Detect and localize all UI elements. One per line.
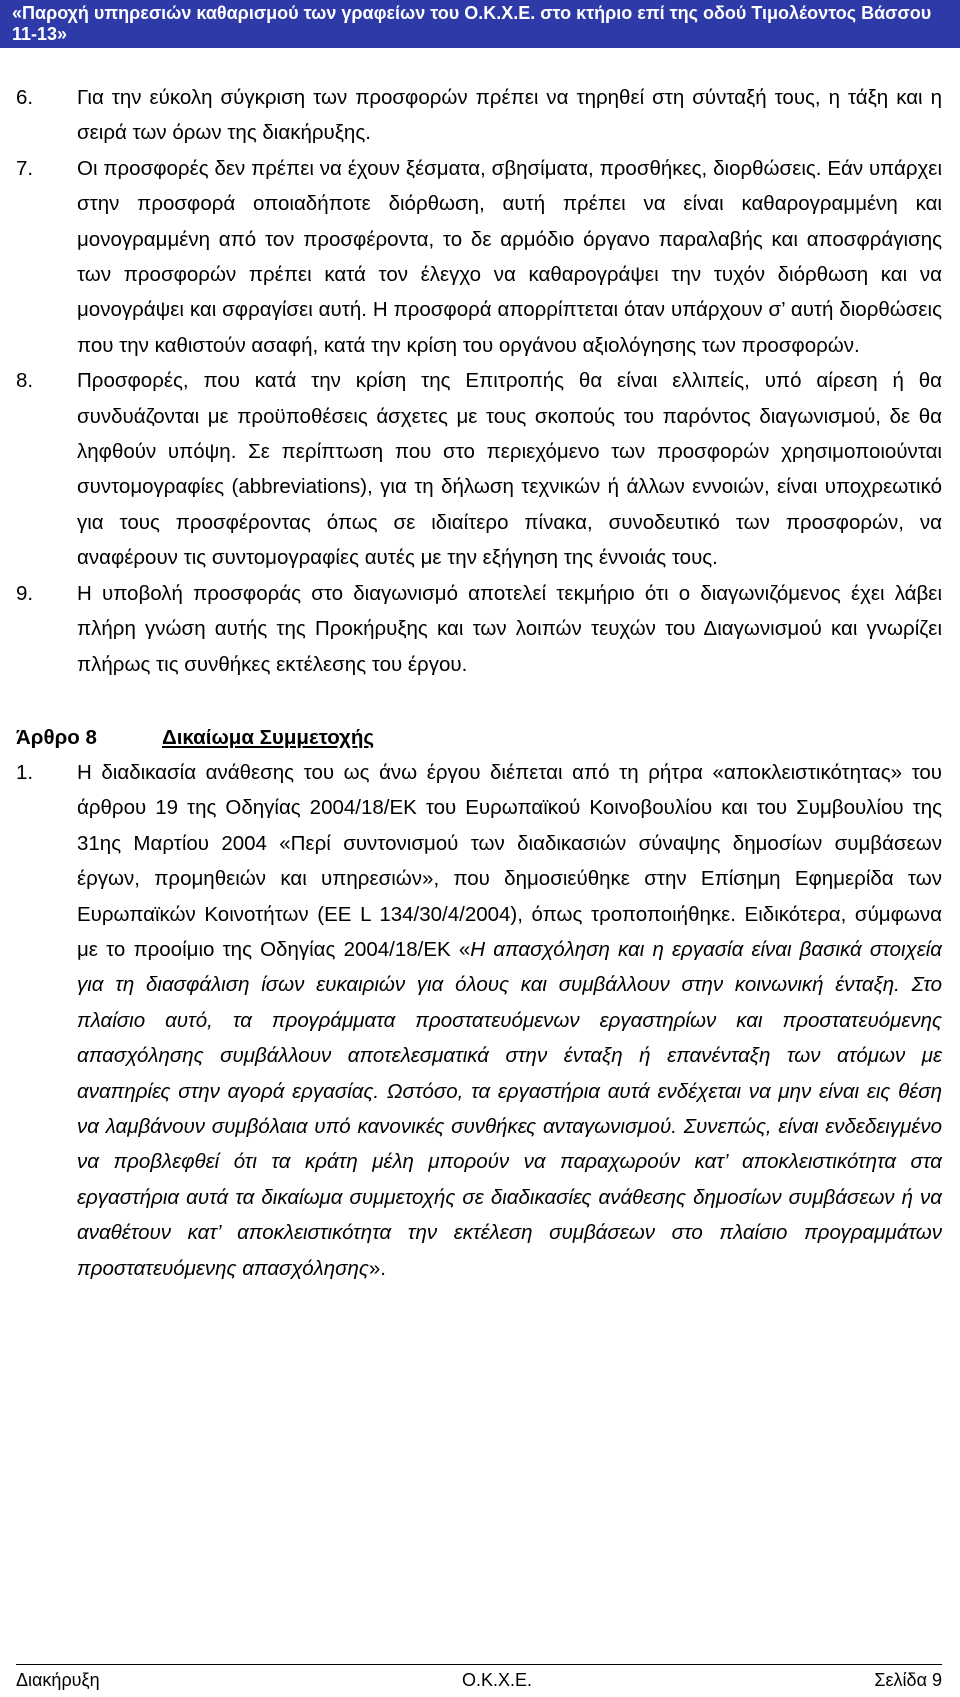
footer-document-label: Διακήρυξη	[16, 1670, 100, 1690]
item-number: 6.	[16, 86, 34, 109]
article-heading	[16, 720, 942, 755]
quoted-italic-text: Η απασχόληση και η εργασία είναι βασικά στοιχεία για τη διασφάλιση ίσων ευκαιριών για όλους και συμβάλλουν στην κοινωνική ένταξη. Στο πλαίσιο αυτό, τα προγράμματα προστατευόμενων εργαστηρίων και προστατευόμενης απασχόλησης συμβάλλουν αποτελεσματικά στην ένταξη ή επανένταξη των ατόμων με αναπηρίες στην αγορά εργασίας. Ωστόσο, τα εργαστήρια αυτά ενδέχεται να μην είναι εις θέση να λαμβάνουν συμβόλαια υπό κανονικές συνθήκες ανταγωνισμού. Συνεπώς, είναι ενδεδειγμένο να προβλεφθεί ότι τα κράτη μέλη μπορούν να παραχωρούν κατ’ αποκλειστικότητα στα εργαστήρια αυτά τα δικαίωμα συμμετοχής σε διαδικασίες ανάθεσης δημοσίων συμβάσεων ή να αναθέτουν κατ’ αποκλειστικότητα την εκτέλεση συμβάσεων στο πλαίσιο προγραμμάτων προστατευόμενης απασχόλησης	[77, 937, 942, 1280]
list-item	[16, 363, 942, 575]
footer-page-number: Σελίδα 9	[874, 1670, 942, 1690]
article-title: Δικαίωμα Συμμετοχής	[162, 725, 375, 749]
page-header	[0, 0, 960, 48]
list-item	[16, 576, 942, 682]
item-number: 9.	[16, 581, 34, 605]
item-text: Οι προσφορές δεν πρέπει να έχουν ξέσματα, σβησίματα, προσθήκες, διορθώσεις. Εάν υπάρχει στην προσφορά οποιαδήποτε διόρθωση, αυτή πρέπει να είναι καθαρογραμμένη και μονογραμμένη από τον προσφέροντα, το δε αρμόδιο όργανο παραλαβής και αποσφράγισης των προσφορών πρέπει κατά τον έλεγχο να καθαρογράψει την τυχόν διόρθωση και να μονογράψει και σφραγίσει αυτή. Η προσφορά απορρίπτεται όταν υπάρχουν σ’ αυτή διορθώσεις που την καθιστούν ασαφή, κατά την κρίση του οργάνου αξιολόγησης των προσφορών.	[77, 156, 942, 357]
footer-organization: Ο.Κ.Χ.Ε.	[462, 1670, 533, 1690]
item-text: Η διαδικασία ανάθεσης του ως άνω έργου διέπεται από τη ρήτρα «αποκλειστικότητας» του άρθρου 19 της Οδηγίας 2004/18/ΕΚ του Ευρωπαϊκού Κοινοβουλίου και του Συμβουλίου της 31ης Μαρτίου 2004 «Περί συντονισμού των διαδικασιών σύναψης δημοσίων συμβάσεων έργων, προμηθειών και υπηρεσιών», που δημοσιεύθηκε στην Επίσημη Εφημερίδα των Ευρωπαϊκών Κοινοτήτων (ΕΕ L 134/30/4/2004), όπως τροποποιήθηκε. Ειδικότερα, σύμφωνα με το προοίμιο της Οδηγίας 2004/18/ΕΚ «	[77, 760, 942, 961]
page-footer	[16, 1664, 942, 1691]
article-label: Άρθρο 8	[16, 725, 97, 749]
list-item	[16, 80, 942, 151]
item-number: 8.	[16, 369, 34, 393]
header-title: «Παροχή υπηρεσιών καθαρισμού των γραφείων του Ο.Κ.Χ.Ε. στο κτήριο επί της οδού Τιμολέοντος Βάσσου 11-13»	[12, 3, 932, 44]
item-number: 1.	[16, 760, 34, 784]
item-number: 7.	[16, 156, 34, 180]
item-text: Προσφορές, που κατά την κρίση της Επιτροπής θα είναι ελλιπείς, υπό αίρεση ή θα συνδυάζονται με προϋποθέσεις άσχετες με τους σκοπούς του παρόντος διαγωνισμού, δε θα ληφθούν υπόψη. Σε περίπτωση που στο περιεχόμενο των προσφορών χρησιμοποιούνται συντομογραφίες (abbreviations), για τη δήλωση τεχνικών ή άλλων εννοιών, είναι υποχρεωτικό για τους προσφέροντας όπως σε ιδιαίτερο πίνακα, συνοδευτικό των προσφορών, να αναφέρουν τις συντομογραφίες αυτές με την εξήγηση της έννοιάς τους.	[77, 369, 942, 570]
item-text: Για την εύκολη σύγκριση των προσφορών πρέπει να τηρηθεί στη σύνταξή τους, η τάξη και η σειρά των όρων της διακήρυξης.	[77, 86, 942, 145]
document-body	[16, 80, 942, 1286]
list-item	[16, 755, 942, 1286]
list-item	[16, 151, 942, 363]
item-text-end: ».	[368, 1256, 386, 1280]
item-text: Η υποβολή προσφοράς στο διαγωνισμό αποτελεί τεκμήριο ότι ο διαγωνιζόμενος έχει λάβει πλήρη γνώση αυτής της Προκήρυξης και των λοιπών τευχών του Διαγωνισμού και γνωρίζει πλήρως τις συνθήκες εκτέλεσης του έργου.	[77, 581, 942, 676]
